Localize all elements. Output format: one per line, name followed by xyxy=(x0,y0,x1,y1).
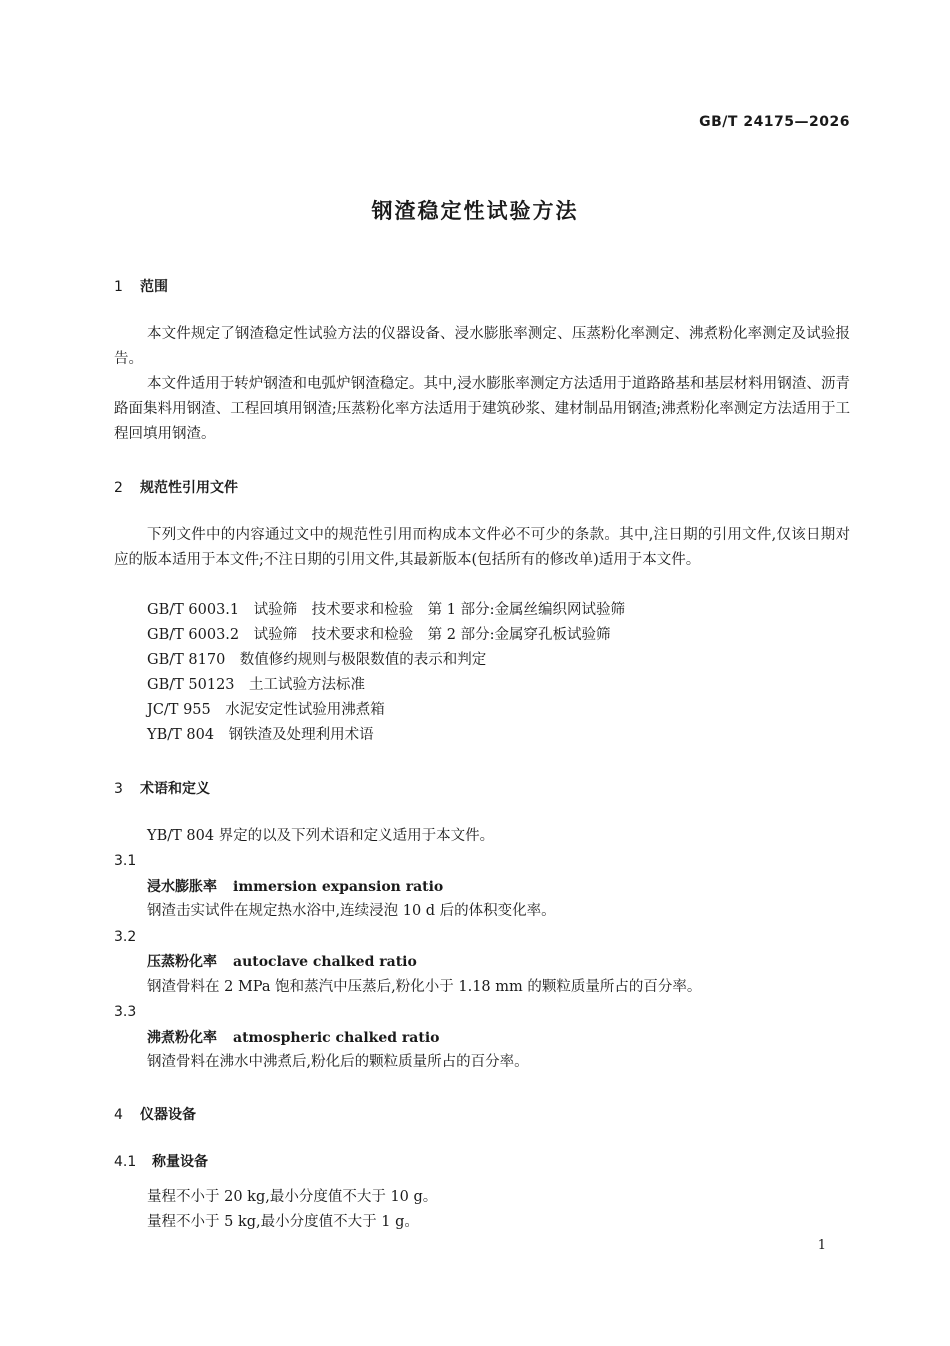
reference-item: YB/T 804 钢铁渣及处理利用术语 xyxy=(147,727,374,743)
paragraph: YB/T 804 界定的以及下列术语和定义适用于本文件。 xyxy=(147,828,495,844)
section-title: 规范性引用文件 xyxy=(140,480,238,496)
subsection-4-1-heading xyxy=(114,1151,208,1171)
reference-item: JC/T 955 水泥安定性试验用沸煮箱 xyxy=(147,702,385,718)
term-definition: 钢渣击实试件在规定热水浴中,连续浸泡 10 d 后的体积变化率。 xyxy=(147,903,556,919)
paragraph: 下列文件中的内容通过文中的规范性引用而构成本文件必不可少的条款。其中,注日期的引用文件,仅该日期对应的版本适用于本文件;不注日期的引用文件,其最新版本(包括所有的修改单)适用于本文件。 xyxy=(114,527,850,568)
reference-item: GB/T 6003.1 试验筛 技术要求和检验 第 1 部分:金属丝编织网试验筛 xyxy=(147,602,625,618)
term-english: atmospheric chalked ratio xyxy=(233,1030,440,1046)
section-number: 3 xyxy=(114,781,123,797)
term-chinese: 压蒸粉化率 xyxy=(147,954,217,970)
section-number: 2 xyxy=(114,480,123,496)
section-4-heading xyxy=(114,1104,196,1124)
term-number: 3.1 xyxy=(114,853,137,869)
section-title: 术语和定义 xyxy=(140,781,210,797)
section-number: 1 xyxy=(114,279,123,295)
term-entry xyxy=(147,1027,439,1049)
reference-item: GB/T 8170 数值修约规则与极限数值的表示和判定 xyxy=(147,652,487,668)
reference-item: GB/T 50123 土工试验方法标准 xyxy=(147,677,366,693)
subsection-title: 称量设备 xyxy=(152,1154,208,1170)
term-definition: 钢渣骨料在 2 MPa 饱和蒸汽中压蒸后,粉化小于 1.18 mm 的颗粒质量所占的百分率。 xyxy=(147,979,702,995)
standard-number: GB/T 24175—2026 xyxy=(699,114,850,130)
section-3-heading xyxy=(114,778,210,798)
section-title: 仪器设备 xyxy=(140,1107,196,1123)
section-number: 4 xyxy=(114,1107,123,1123)
paragraph: 量程不小于 5 kg,最小分度值不大于 1 g。 xyxy=(147,1214,419,1230)
document-title: 钢渣稳定性试验方法 xyxy=(371,199,579,223)
page-number: 1 xyxy=(817,1238,826,1253)
paragraph: 量程不小于 20 kg,最小分度值不大于 10 g。 xyxy=(147,1189,438,1205)
term-number: 3.2 xyxy=(114,929,137,945)
subsection-number: 4.1 xyxy=(114,1154,137,1170)
reference-item: GB/T 6003.2 试验筛 技术要求和检验 第 2 部分:金属穿孔板试验筛 xyxy=(147,627,611,643)
term-number: 3.3 xyxy=(114,1004,137,1020)
section-title: 范围 xyxy=(140,279,168,295)
term-entry xyxy=(147,876,443,898)
section-1-heading xyxy=(114,276,168,296)
term-entry xyxy=(147,951,417,973)
term-english: immersion expansion ratio xyxy=(233,879,444,895)
paragraph: 本文件规定了钢渣稳定性试验方法的仪器设备、浸水膨胀率测定、压蒸粉化率测定、沸煮粉化率测定及试验报告。 xyxy=(114,326,850,367)
term-chinese: 浸水膨胀率 xyxy=(147,879,217,895)
section-2-heading xyxy=(114,477,238,497)
term-chinese: 沸煮粉化率 xyxy=(147,1030,217,1046)
paragraph: 本文件适用于转炉钢渣和电弧炉钢渣稳定。其中,浸水膨胀率测定方法适用于道路路基和基层材料用钢渣、沥青路面集料用钢渣、工程回填用钢渣;压蒸粉化率方法适用于建筑砂浆、建材制品用钢渣;沸煮粉化率测定方法适用于工程回填用钢渣。 xyxy=(114,376,850,442)
term-definition: 钢渣骨料在沸水中沸煮后,粉化后的颗粒质量所占的百分率。 xyxy=(147,1054,529,1070)
term-english: autoclave chalked ratio xyxy=(233,954,417,970)
